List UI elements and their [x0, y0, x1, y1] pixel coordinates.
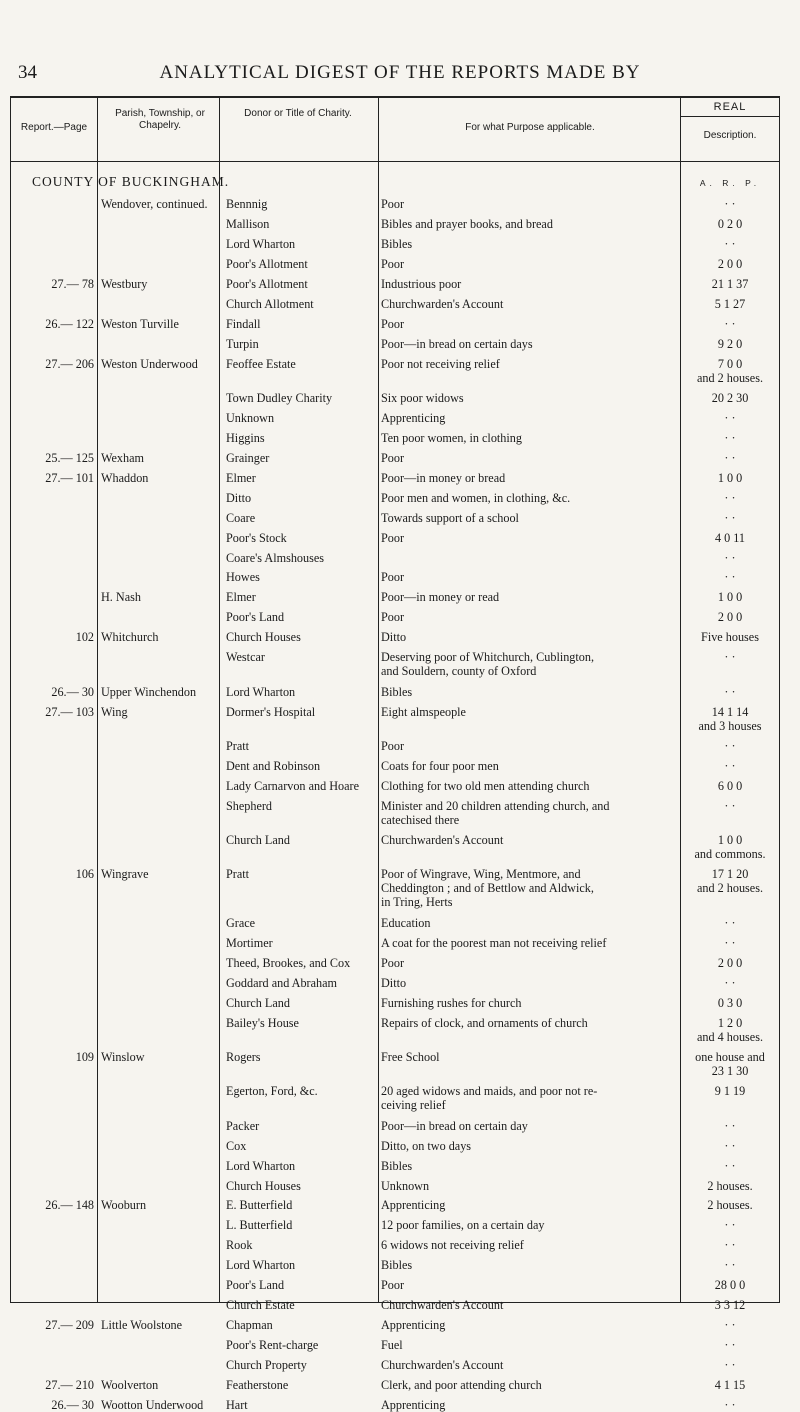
- purpose-cell: Poor: [381, 256, 405, 271]
- donor-cell: Church Land: [226, 995, 290, 1010]
- description-cell: · ·: [724, 450, 736, 465]
- description-cell: · ·: [724, 915, 736, 930]
- description-cell: · ·: [724, 935, 736, 950]
- table-right-rule: [779, 96, 780, 1302]
- description-cell: 14 1 14: [711, 704, 749, 719]
- description-cell: · ·: [724, 1118, 736, 1133]
- purpose-cell: Poor: [381, 570, 405, 585]
- purpose-cell: Poor: [381, 450, 405, 465]
- report-page-cell: 109: [75, 1050, 94, 1065]
- donor-cell: Pratt: [226, 867, 250, 882]
- donor-cell: Packer: [226, 1118, 260, 1133]
- purpose-cell: Repairs of clock, and ornaments of church: [381, 1015, 588, 1030]
- donor-cell: Westcar: [226, 650, 265, 665]
- purpose-cell: Poor: [381, 738, 405, 753]
- donor-cell: L. Butterfield: [226, 1218, 293, 1233]
- parish-cell: Upper Winchendon: [101, 684, 197, 699]
- purpose-cell: Bibles: [381, 1258, 413, 1273]
- description-cell: · ·: [724, 236, 736, 251]
- parish-cell: Westbury: [101, 276, 148, 291]
- parish-cell: Weston Underwood: [101, 356, 198, 371]
- purpose-cell: Ten poor women, in clothing: [381, 430, 522, 445]
- description-cell: · ·: [724, 1138, 736, 1153]
- description-cell: 1 0 0: [717, 590, 743, 605]
- description-cell: one house and: [695, 1050, 765, 1065]
- description-cell: 0 2 0: [717, 216, 743, 231]
- purpose-cell: Towards support of a school: [381, 510, 519, 525]
- donor-cell: Poor's Stock: [226, 530, 287, 545]
- parish-cell: Winslow: [101, 1050, 145, 1065]
- description-cell-line-2: and 3 houses: [698, 718, 762, 733]
- report-page-cell: 27.— 103: [45, 704, 94, 719]
- description-cell: · ·: [724, 197, 736, 211]
- description-cell: 4 1 15: [714, 1378, 746, 1393]
- purpose-cell: Poor—in bread on certain day: [381, 1118, 528, 1133]
- county-heading: COUNTY OF BUCKINGHAM.: [32, 174, 230, 189]
- purpose-cell: Apprenticing: [381, 1397, 446, 1412]
- parish-cell: Wendover, continued.: [101, 197, 208, 211]
- report-page-cell: 102: [75, 630, 94, 645]
- description-cell: 2 0 0: [717, 256, 743, 271]
- purpose-cell: Ditto: [381, 975, 407, 990]
- header-real: REAL: [713, 101, 747, 113]
- col-rule-3: [378, 96, 379, 1302]
- donor-cell: Church Allotment: [226, 296, 314, 311]
- report-page-cell: 27.— 209: [45, 1318, 94, 1333]
- donor-cell: Egerton, Ford, &c.: [226, 1084, 318, 1099]
- description-cell: · ·: [724, 684, 736, 699]
- description-cell-line-2: and 2 houses.: [696, 881, 763, 896]
- description-cell: Five houses: [701, 630, 759, 645]
- description-cell: 1 2 0: [717, 1015, 743, 1030]
- donor-cell: Theed, Brookes, and Cox: [226, 955, 351, 970]
- purpose-cell: Poor men and women, in clothing, &c.: [381, 490, 571, 505]
- report-page-cell: 26.— 30: [51, 1397, 94, 1412]
- county-rule: [219, 162, 220, 174]
- purpose-cell: Education: [381, 915, 431, 930]
- donor-cell: Mortimer: [226, 935, 273, 950]
- donor-cell: Coare's Almshouses: [226, 550, 324, 565]
- report-page-cell: 27.— 78: [51, 276, 94, 291]
- header-purpose: For what Purpose applicable.: [465, 122, 595, 133]
- purpose-cell: Apprenticing: [381, 410, 446, 425]
- report-page-cell: 26.— 30: [51, 684, 94, 699]
- donor-cell: Poor's Rent-charge: [226, 1338, 319, 1353]
- description-cell: · ·: [724, 798, 736, 813]
- donor-cell: Turpin: [226, 336, 259, 351]
- purpose-cell: Poor—in money or bread: [381, 470, 506, 485]
- table-top-rule: [10, 96, 780, 98]
- purpose-cell-line-2: ceiving relief: [381, 1098, 446, 1113]
- purpose-cell: A coat for the poorest man not receiving relief: [381, 935, 607, 950]
- purpose-cell: Industrious poor: [381, 276, 462, 291]
- donor-cell: Findall: [226, 316, 261, 331]
- donor-cell: Bailey's House: [226, 1015, 299, 1030]
- purpose-cell: Poor: [381, 197, 405, 211]
- donor-cell: Poor's Allotment: [226, 256, 308, 271]
- donor-cell: Cox: [226, 1138, 247, 1153]
- description-cell: · ·: [724, 490, 736, 505]
- purpose-cell: 6 widows not receiving relief: [381, 1238, 524, 1253]
- description-cell: 28 0 0: [714, 1278, 746, 1293]
- donor-cell: Poor's Land: [226, 1278, 285, 1293]
- report-page-cell: 106: [75, 867, 94, 882]
- donor-cell: Lady Carnarvon and Hoare: [226, 778, 359, 793]
- donor-cell: Town Dudley Charity: [226, 390, 333, 405]
- description-cell: · ·: [724, 1318, 736, 1333]
- donor-cell: Elmer: [226, 470, 256, 485]
- purpose-cell: Poor—in bread on certain days: [381, 336, 533, 351]
- purpose-cell: Poor: [381, 530, 405, 545]
- report-page-cell: 26.— 122: [45, 316, 94, 331]
- donor-cell: Hart: [226, 1397, 248, 1412]
- donor-cell: Church Houses: [226, 630, 301, 645]
- purpose-cell: Clothing for two old men attending church: [381, 778, 590, 793]
- description-cell: 2 houses.: [707, 1198, 753, 1213]
- donor-cell: Bennnig: [226, 197, 268, 211]
- donor-cell: Lord Wharton: [226, 1258, 296, 1273]
- description-cell: 4 0 11: [714, 530, 746, 545]
- report-page-cell: 26.— 148: [45, 1198, 94, 1213]
- table-header-rule: [10, 161, 780, 162]
- report-page-cell: 27.— 206: [45, 356, 94, 371]
- purpose-cell: Six poor widows: [381, 390, 464, 405]
- area-units-label: A. R. P.: [699, 178, 761, 188]
- description-cell: 9 1 19: [714, 1084, 746, 1099]
- purpose-cell: Bibles: [381, 236, 413, 251]
- table-left-rule: [10, 96, 11, 1302]
- report-page-cell: 27.— 210: [45, 1378, 94, 1393]
- description-cell: 9 2 0: [717, 336, 743, 351]
- report-page-cell: 25.— 125: [45, 450, 94, 465]
- description-cell-line-2: 23 1 30: [711, 1064, 749, 1079]
- description-cell: · ·: [724, 975, 736, 990]
- page-header: [0, 62, 800, 86]
- description-cell: · ·: [724, 1158, 736, 1173]
- purpose-cell: Minister and 20 children attending church, and: [381, 798, 610, 813]
- header-donor: Donor or Title of Charity.: [244, 108, 352, 119]
- description-cell: · ·: [724, 570, 736, 585]
- description-cell: 0 3 0: [717, 995, 743, 1010]
- donor-cell: E. Butterfield: [226, 1198, 293, 1213]
- description-cell: 7 0 0: [717, 356, 743, 371]
- donor-cell: Grainger: [226, 450, 270, 465]
- description-cell: · ·: [724, 1338, 736, 1353]
- description-cell: · ·: [724, 430, 736, 445]
- real-sub-rule: [680, 116, 780, 117]
- purpose-cell: 12 poor families, on a certain day: [381, 1218, 545, 1233]
- description-cell-line-2: and 4 houses.: [696, 1029, 763, 1044]
- description-cell-line-2: and 2 houses.: [696, 370, 763, 385]
- donor-cell: Church Estate: [226, 1298, 295, 1313]
- purpose-cell: Poor—in money or read: [381, 590, 500, 605]
- donor-cell: Featherstone: [226, 1378, 289, 1393]
- donor-cell: Feoffee Estate: [226, 356, 296, 371]
- description-cell: · ·: [724, 510, 736, 525]
- parish-cell: Whitchurch: [101, 630, 159, 645]
- purpose-cell: Fuel: [381, 1338, 403, 1353]
- purpose-cell: Ditto, on two days: [381, 1138, 472, 1153]
- description-cell: 21 1 37: [711, 276, 749, 291]
- donor-cell: Goddard and Abraham: [226, 975, 338, 990]
- description-cell: · ·: [724, 410, 736, 425]
- parish-cell: Whaddon: [101, 470, 149, 485]
- donor-cell: Ditto: [226, 490, 252, 505]
- description-cell: · ·: [724, 316, 736, 331]
- parish-cell: Woolverton: [101, 1378, 159, 1393]
- donor-cell: Pratt: [226, 738, 250, 753]
- purpose-cell: Poor: [381, 610, 405, 625]
- parish-cell: Wootton Underwood: [101, 1397, 204, 1412]
- description-cell: · ·: [724, 1218, 736, 1233]
- description-cell: 3 3 12: [714, 1298, 746, 1313]
- purpose-cell: Eight almspeople: [381, 704, 466, 719]
- donor-cell: Chapman: [226, 1318, 273, 1333]
- description-cell: 5 1 27: [714, 296, 746, 311]
- header-report-page: Report.—Page: [20, 122, 88, 133]
- purpose-cell: Ditto: [381, 630, 407, 645]
- donor-cell: Lord Wharton: [226, 1158, 296, 1173]
- description-cell: 1 0 0: [717, 470, 743, 485]
- donor-cell: Mallison: [226, 216, 270, 231]
- purpose-cell: Furnishing rushes for church: [381, 995, 522, 1010]
- parish-cell: Wooburn: [101, 1198, 147, 1213]
- donor-cell: Coare: [226, 510, 256, 525]
- purpose-cell: Poor of Wingrave, Wing, Mentmore, and: [381, 867, 581, 882]
- purpose-cell: Churchwarden's Account: [381, 833, 504, 847]
- purpose-cell-line-2: catechised there: [381, 812, 460, 827]
- purpose-cell: Churchwarden's Account: [381, 1298, 504, 1313]
- description-cell-line-2: and commons.: [694, 847, 766, 861]
- header-parish: Parish, Township, or Chapelry.: [115, 108, 205, 131]
- purpose-cell-line-2: and Souldern, county of Oxford: [381, 664, 537, 679]
- running-title: ANALYTICAL DIGEST OF THE REPORTS MADE BY: [159, 62, 641, 83]
- donor-cell: Unknown: [226, 410, 275, 425]
- description-cell: 17 1 20: [711, 867, 749, 882]
- purpose-cell: Apprenticing: [381, 1198, 446, 1213]
- col-rule-2: [219, 96, 220, 1302]
- parish-cell: Wing: [101, 704, 128, 719]
- purpose-cell: Unknown: [381, 1178, 430, 1193]
- donor-cell: Poor's Land: [226, 610, 285, 625]
- purpose-cell: Churchwarden's Account: [381, 1358, 504, 1373]
- description-cell: 2 0 0: [717, 955, 743, 970]
- donor-cell: Lord Wharton: [226, 236, 296, 251]
- description-cell: · ·: [724, 1397, 736, 1412]
- description-cell: · ·: [724, 738, 736, 753]
- purpose-cell: Bibles: [381, 1158, 413, 1173]
- donor-cell: Rogers: [226, 1050, 261, 1065]
- donor-cell: Rook: [226, 1238, 253, 1253]
- purpose-cell: Churchwarden's Account: [381, 296, 504, 311]
- description-cell: · ·: [724, 1258, 736, 1273]
- parish-cell: Wexham: [101, 450, 145, 465]
- purpose-cell: Apprenticing: [381, 1318, 446, 1333]
- purpose-cell: 20 aged widows and maids, and poor not re-: [381, 1084, 598, 1099]
- parish-cell: Wingrave: [101, 867, 149, 882]
- donor-cell: Church Houses: [226, 1178, 301, 1193]
- description-cell: 2 0 0: [717, 610, 743, 625]
- purpose-cell: Bibles: [381, 684, 413, 699]
- description-cell: · ·: [724, 650, 736, 665]
- purpose-cell: Poor not receiving relief: [381, 356, 500, 371]
- description-cell: 20 2 30: [711, 390, 749, 405]
- donor-cell: Lord Wharton: [226, 684, 296, 699]
- description-cell: · ·: [724, 1238, 736, 1253]
- report-page-cell: 27.— 101: [45, 470, 94, 485]
- donor-cell: Poor's Allotment: [226, 276, 308, 291]
- donor-cell: Howes: [226, 570, 260, 585]
- purpose-cell: Poor: [381, 316, 405, 331]
- header-description: Description.: [703, 130, 757, 141]
- donor-cell: Church Property: [226, 1358, 307, 1373]
- purpose-cell: Clerk, and poor attending church: [381, 1378, 542, 1393]
- parish-cell: Little Woolstone: [101, 1318, 183, 1333]
- page-number: 34: [18, 62, 37, 83]
- parish-cell: H. Nash: [101, 590, 141, 605]
- purpose-cell: Bibles and prayer books, and bread: [381, 216, 553, 231]
- purpose-cell-line-2: Cheddington ; and of Bettlow and Aldwick,: [381, 881, 594, 896]
- donor-cell: Dent and Robinson: [226, 758, 321, 773]
- col-rule-1: [97, 96, 98, 1302]
- description-cell: 2 houses.: [707, 1178, 753, 1193]
- donor-cell: Dormer's Hospital: [226, 704, 316, 719]
- donor-cell: Elmer: [226, 590, 256, 605]
- purpose-cell-line-3: in Tring, Herts: [381, 895, 453, 910]
- donor-cell: Higgins: [226, 430, 265, 445]
- donor-cell: Grace: [226, 915, 256, 930]
- purpose-cell: Poor: [381, 1278, 405, 1293]
- donor-cell: Shepherd: [226, 798, 273, 813]
- purpose-cell: Free School: [381, 1050, 440, 1065]
- description-cell: 1 0 0: [717, 833, 743, 847]
- description-cell: · ·: [724, 1358, 736, 1373]
- donor-cell: Church Land: [226, 833, 290, 847]
- purpose-cell: Poor: [381, 955, 405, 970]
- description-cell: 6 0 0: [717, 778, 743, 793]
- description-cell: · ·: [724, 550, 736, 565]
- parish-cell: Weston Turville: [101, 316, 179, 331]
- description-cell: · ·: [724, 758, 736, 773]
- purpose-cell: Coats for four poor men: [381, 758, 499, 773]
- purpose-cell: Deserving poor of Whitchurch, Cublington,: [381, 650, 595, 665]
